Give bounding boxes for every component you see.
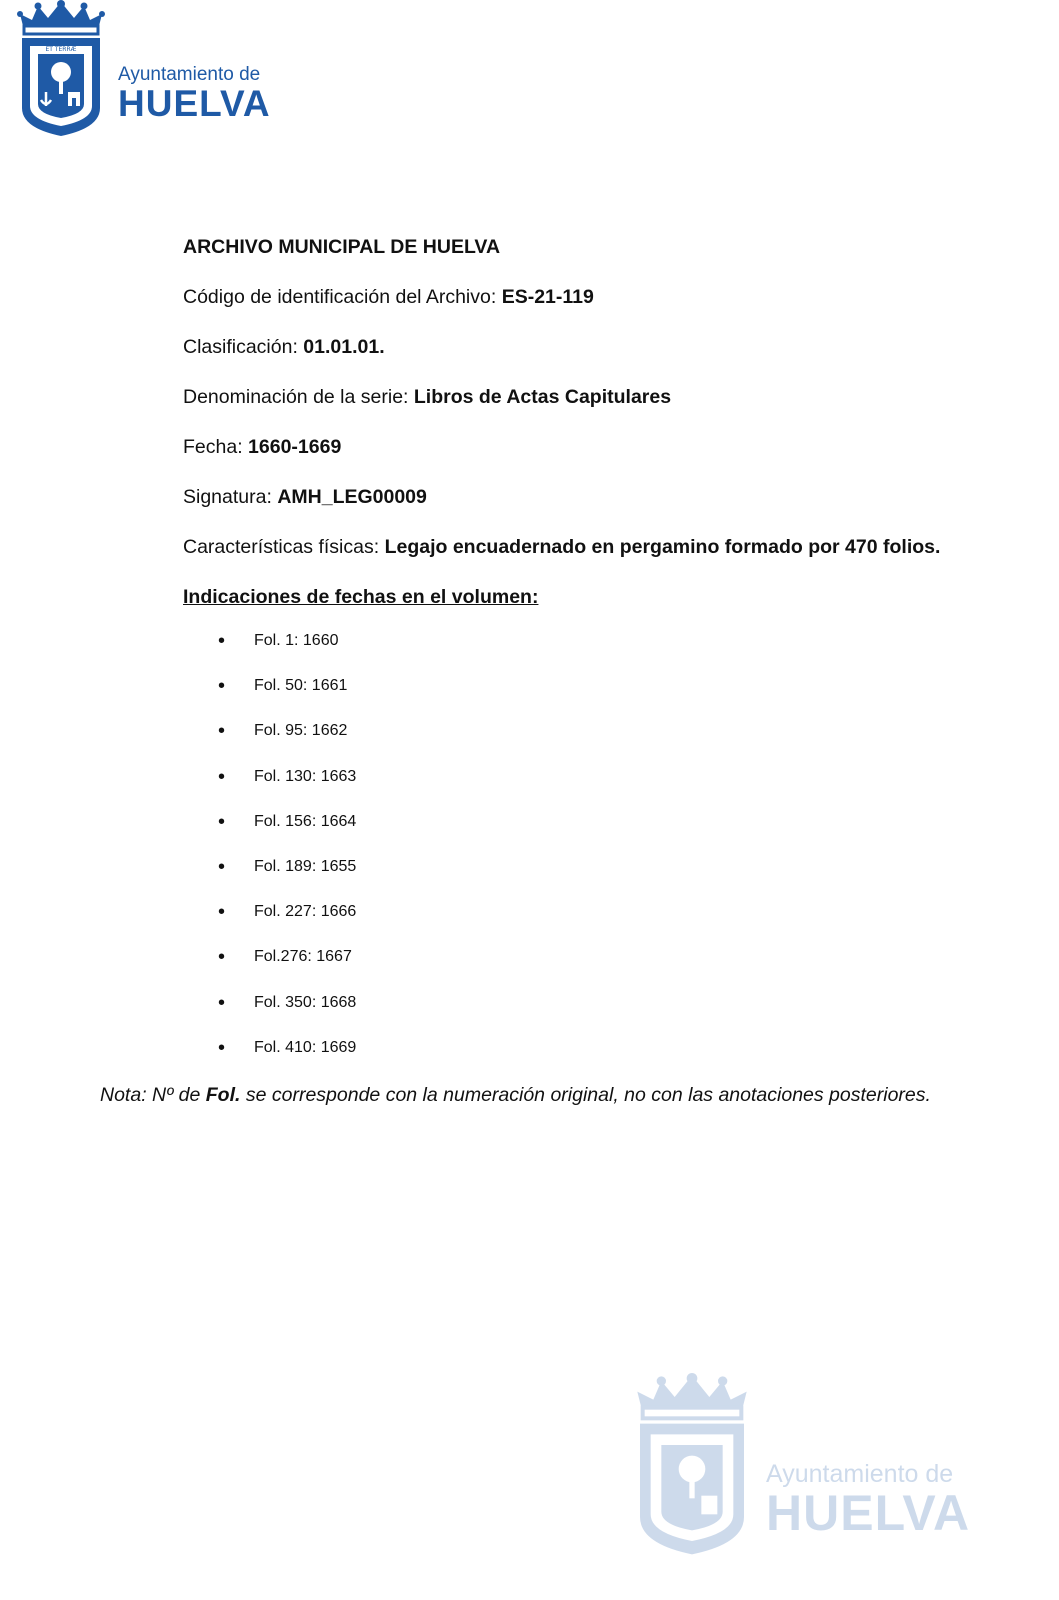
list-item: • Fol. 95: 1662 [218,720,348,743]
bullet-icon: • [218,901,226,924]
field-signature: Signatura: AMH_LEG00009 [183,486,427,508]
bullet-icon: • [218,991,226,1014]
folio-date-list [218,632,356,1084]
org-name-small: Ayuntamiento de [118,64,261,85]
bullet-icon: • [218,855,226,878]
footnote: Nota: Nº de Fol. se corresponde con la numeración original, no con las anotaciones posteriores. [100,1084,931,1106]
field-classification: Clasificación: 01.01.01. [183,336,385,358]
list-item: • Fol. 130: 1663 [218,765,357,788]
page-title: ARCHIVO MUNICIPAL DE HUELVA [183,236,501,258]
watermark-logo [632,1372,970,1558]
field-series-name: Denominación de la serie: Libros de Actas Capitulares [183,386,672,408]
dates-heading: Indicaciones de fechas en el volumen: [183,586,539,608]
bullet-icon: • [218,675,226,698]
huelva-coat-of-arms-icon [16,0,106,138]
list-item: • Fol. 156: 1664 [218,810,357,833]
list-item: • Fol. 227: 1666 [218,901,357,924]
org-name-big: HUELVA [118,83,271,124]
watermark-org-small: Ayuntamiento de [766,1460,954,1488]
field-archive-code: Código de identificación del Archivo: ES-21-119 [183,286,594,308]
field-date: Fecha: 1660-1669 [183,436,342,458]
bullet-icon: • [218,720,226,743]
svg-text:ET TERRÆ: ET TERRÆ [45,46,77,53]
watermark-org-big: HUELVA [766,1485,971,1541]
huelva-coat-of-arms-watermark-icon [632,1372,752,1558]
header-logo [16,0,271,138]
bullet-icon: • [218,1036,226,1059]
bullet-icon: • [218,765,226,788]
list-item: • Fol. 189: 1655 [218,855,357,878]
list-item: • Fol. 350: 1668 [218,991,357,1014]
bullet-icon: • [218,810,226,833]
list-item: • Fol.276: 1667 [218,946,352,969]
list-item: • Fol. 50: 1661 [218,675,348,698]
bullet-icon: • [218,630,226,652]
archive-record [183,236,940,636]
bullet-icon: • [218,946,226,969]
field-physical-features: Características físicas: Legajo encuadernado en pergamino formado por 470 folios. [183,536,941,558]
list-item: • Fol. 1: 1660 [218,630,339,652]
list-item: • Fol. 410: 1669 [218,1036,357,1059]
